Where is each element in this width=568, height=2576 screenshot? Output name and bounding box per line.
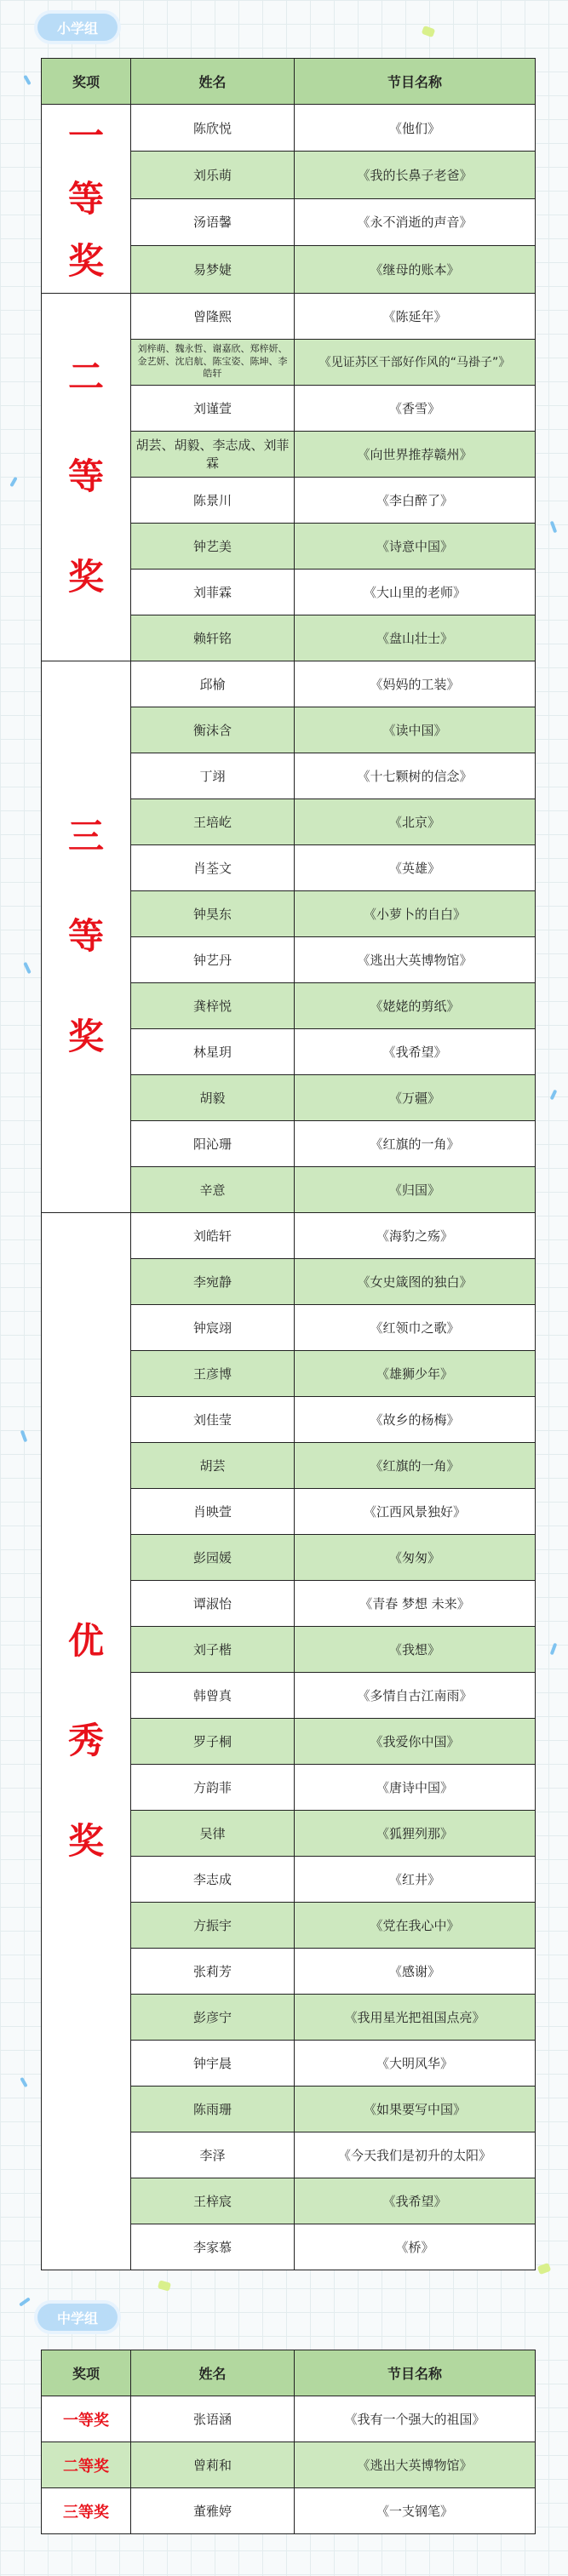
- header-award: 奖项: [42, 59, 131, 105]
- primary-group-badge: 小学组: [37, 14, 118, 41]
- program-title-cell: 《狐狸列那》: [295, 1810, 536, 1856]
- program-title-cell: 《永不消逝的声音》: [295, 198, 536, 245]
- student-name-cell: 邱榆: [131, 661, 295, 707]
- student-name-cell: 陈雨珊: [131, 2086, 295, 2132]
- student-name-cell: 龚梓悦: [131, 982, 295, 1028]
- program-title-cell: 《我爱你中国》: [295, 1718, 536, 1764]
- student-name-cell: 谭淑怡: [131, 1580, 295, 1626]
- student-name-cell: 胡芸: [131, 1442, 295, 1488]
- student-name-cell: 胡毅: [131, 1074, 295, 1120]
- program-title-cell: 《妈妈的工装》: [295, 661, 536, 707]
- program-title-cell: 《英雄》: [295, 844, 536, 890]
- program-title-cell: 《红旗的一角》: [295, 1442, 536, 1488]
- header-name: 姓名: [131, 59, 295, 105]
- student-name-cell: 刘乐萌: [131, 152, 295, 198]
- student-name-cell: 韩曾真: [131, 1672, 295, 1718]
- program-title-cell: 《盘山壮士》: [295, 615, 536, 661]
- program-title-cell: 《读中国》: [295, 707, 536, 753]
- program-title-cell: 《我希望》: [295, 2178, 536, 2224]
- program-title-cell: 《陈延年》: [295, 293, 536, 339]
- program-title-cell: 《红领巾之歌》: [295, 1304, 536, 1350]
- program-title-cell: 《党在我心中》: [295, 1902, 536, 1948]
- award-level-cell: 三 等 奖: [42, 661, 131, 1212]
- student-name-cell: 陈欣悦: [131, 105, 295, 152]
- student-name-cell: 钟宇晨: [131, 2040, 295, 2086]
- table-header-row: [42, 59, 536, 105]
- decor-confetti: [537, 2263, 552, 2275]
- table-header-row: [42, 2350, 536, 2396]
- student-name-cell: 彭彦宁: [131, 1994, 295, 2040]
- program-title-cell: 《我的长鼻子老爸》: [295, 152, 536, 198]
- student-name-cell: 肖荃文: [131, 844, 295, 890]
- student-name-cell: 李宛静: [131, 1258, 295, 1304]
- header-program: 节目名称: [295, 59, 536, 105]
- student-name-cell: 丁翊: [131, 753, 295, 799]
- program-title-cell: 《感谢》: [295, 1948, 536, 1994]
- program-title-cell: 《逃出大英博物馆》: [295, 2442, 536, 2488]
- decor-confetti: [158, 2280, 171, 2291]
- student-name-cell: 汤语馨: [131, 198, 295, 245]
- student-name-cell: 刘梓萌、魏永哲、谢嘉欣、郑梓妍、金艺妍、沈启航、陈宝姿、陈坤、李皓轩: [131, 339, 295, 385]
- student-name-cell: 王梓宸: [131, 2178, 295, 2224]
- student-name-cell: 彭园媛: [131, 1534, 295, 1580]
- student-name-cell: 赖轩铭: [131, 615, 295, 661]
- table-row: [42, 293, 536, 339]
- header-name: 姓名: [131, 2350, 295, 2396]
- program-title-cell: 《见证苏区干部好作风的“马褂子”》: [295, 339, 536, 385]
- program-title-cell: 《我想》: [295, 1626, 536, 1672]
- student-name-cell: 衡沫含: [131, 707, 295, 753]
- student-name-cell: 曾莉和: [131, 2442, 295, 2488]
- program-title-cell: 《大明风华》: [295, 2040, 536, 2086]
- student-name-cell: 钟艺美: [131, 523, 295, 569]
- student-name-cell: 曾隆熙: [131, 293, 295, 339]
- decor-confetti: [550, 1643, 558, 1656]
- program-title-cell: 《海豹之殇》: [295, 1212, 536, 1258]
- program-title-cell: 《大山里的老师》: [295, 569, 536, 615]
- student-name-cell: 胡芸、胡毅、李志成、刘菲霖: [131, 431, 295, 477]
- student-name-cell: 方振宇: [131, 1902, 295, 1948]
- table-row: [42, 2488, 536, 2534]
- program-title-cell: 《红井》: [295, 1856, 536, 1902]
- program-title-cell: 《诗意中国》: [295, 523, 536, 569]
- program-title-cell: 《我有一个强大的祖国》: [295, 2396, 536, 2442]
- table-row: [42, 105, 536, 152]
- student-name-cell: 钟艺丹: [131, 936, 295, 982]
- student-name-cell: 张莉芳: [131, 1948, 295, 1994]
- table-row: [42, 2396, 536, 2442]
- student-name-cell: 陈景川: [131, 477, 295, 523]
- student-name-cell: 刘菲霖: [131, 569, 295, 615]
- student-name-cell: 李志成: [131, 1856, 295, 1902]
- program-title-cell: 《青春 梦想 未来》: [295, 1580, 536, 1626]
- student-name-cell: 刘子楷: [131, 1626, 295, 1672]
- student-name-cell: 阳沁珊: [131, 1120, 295, 1166]
- program-title-cell: 《继母的账本》: [295, 246, 536, 293]
- student-name-cell: 吴律: [131, 1810, 295, 1856]
- program-title-cell: 《小萝卜的自白》: [295, 890, 536, 936]
- program-title-cell: 《向世界推荐赣州》: [295, 431, 536, 477]
- student-name-cell: 李泽: [131, 2132, 295, 2178]
- decor-confetti: [19, 2297, 31, 2306]
- program-title-cell: 《故乡的杨梅》: [295, 1396, 536, 1442]
- decor-confetti: [9, 477, 17, 487]
- student-name-cell: 王培屹: [131, 799, 295, 844]
- program-title-cell: 《李白醉了》: [295, 477, 536, 523]
- decor-confetti: [23, 962, 32, 974]
- student-name-cell: 钟宸翊: [131, 1304, 295, 1350]
- middle-awards-table: [41, 2350, 536, 2534]
- program-title-cell: 《江西风景独好》: [295, 1488, 536, 1534]
- award-level-cell: 优 秀 奖: [42, 1212, 131, 2270]
- student-name-cell: 董雅婷: [131, 2488, 295, 2534]
- program-title-cell: 《他们》: [295, 105, 536, 152]
- program-title-cell: 《我用星光把祖国点亮》: [295, 1994, 536, 2040]
- student-name-cell: 辛意: [131, 1166, 295, 1212]
- award-level-cell: 二等奖: [42, 2442, 131, 2488]
- program-title-cell: 《我希望》: [295, 1028, 536, 1074]
- program-title-cell: 《唐诗中国》: [295, 1764, 536, 1810]
- student-name-cell: 易梦婕: [131, 246, 295, 293]
- header-program: 节目名称: [295, 2350, 536, 2396]
- program-title-cell: 《匆匆》: [295, 1534, 536, 1580]
- header-award: 奖项: [42, 2350, 131, 2396]
- middle-group-badge: 中学组: [37, 2304, 118, 2331]
- program-title-cell: 《女史箴图的独白》: [295, 1258, 536, 1304]
- student-name-cell: 罗子桐: [131, 1718, 295, 1764]
- award-level-cell: 三等奖: [42, 2488, 131, 2534]
- program-title-cell: 《多情自古江南雨》: [295, 1672, 536, 1718]
- table-row: [42, 661, 536, 707]
- program-title-cell: 《香雪》: [295, 385, 536, 431]
- student-name-cell: 刘谨萱: [131, 385, 295, 431]
- student-name-cell: 钟昊东: [131, 890, 295, 936]
- program-title-cell: 《桥》: [295, 2224, 536, 2270]
- student-name-cell: 张语涵: [131, 2396, 295, 2442]
- student-name-cell: 林星玥: [131, 1028, 295, 1074]
- table-row: [42, 1212, 536, 1258]
- student-name-cell: 刘佳莹: [131, 1396, 295, 1442]
- program-title-cell: 《归国》: [295, 1166, 536, 1212]
- decor-confetti: [550, 1090, 558, 1101]
- program-title-cell: 《一支钢笔》: [295, 2488, 536, 2534]
- decor-confetti: [23, 75, 31, 85]
- table-row: [42, 2442, 536, 2488]
- program-title-cell: 《北京》: [295, 799, 536, 844]
- program-title-cell: 《今天我们是初升的太阳》: [295, 2132, 536, 2178]
- decor-confetti: [20, 2077, 27, 2087]
- decor-confetti: [20, 1430, 28, 1443]
- program-title-cell: 《逃出大英博物馆》: [295, 936, 536, 982]
- program-title-cell: 《如果要写中国》: [295, 2086, 536, 2132]
- program-title-cell: 《红旗的一角》: [295, 1120, 536, 1166]
- program-title-cell: 《十七颗树的信念》: [295, 753, 536, 799]
- student-name-cell: 王彦博: [131, 1350, 295, 1396]
- student-name-cell: 肖映萱: [131, 1488, 295, 1534]
- award-level-cell: 二 等 奖: [42, 293, 131, 661]
- student-name-cell: 李家慕: [131, 2224, 295, 2270]
- award-level-cell: 一等奖: [42, 2396, 131, 2442]
- decor-confetti: [550, 521, 558, 534]
- decor-confetti: [422, 26, 436, 37]
- student-name-cell: 刘皓轩: [131, 1212, 295, 1258]
- program-title-cell: 《雄狮少年》: [295, 1350, 536, 1396]
- award-level-cell: 一 等 奖: [42, 105, 131, 294]
- student-name-cell: 方韵菲: [131, 1764, 295, 1810]
- primary-awards-table: [41, 58, 536, 2270]
- program-title-cell: 《万疆》: [295, 1074, 536, 1120]
- program-title-cell: 《姥姥的剪纸》: [295, 982, 536, 1028]
